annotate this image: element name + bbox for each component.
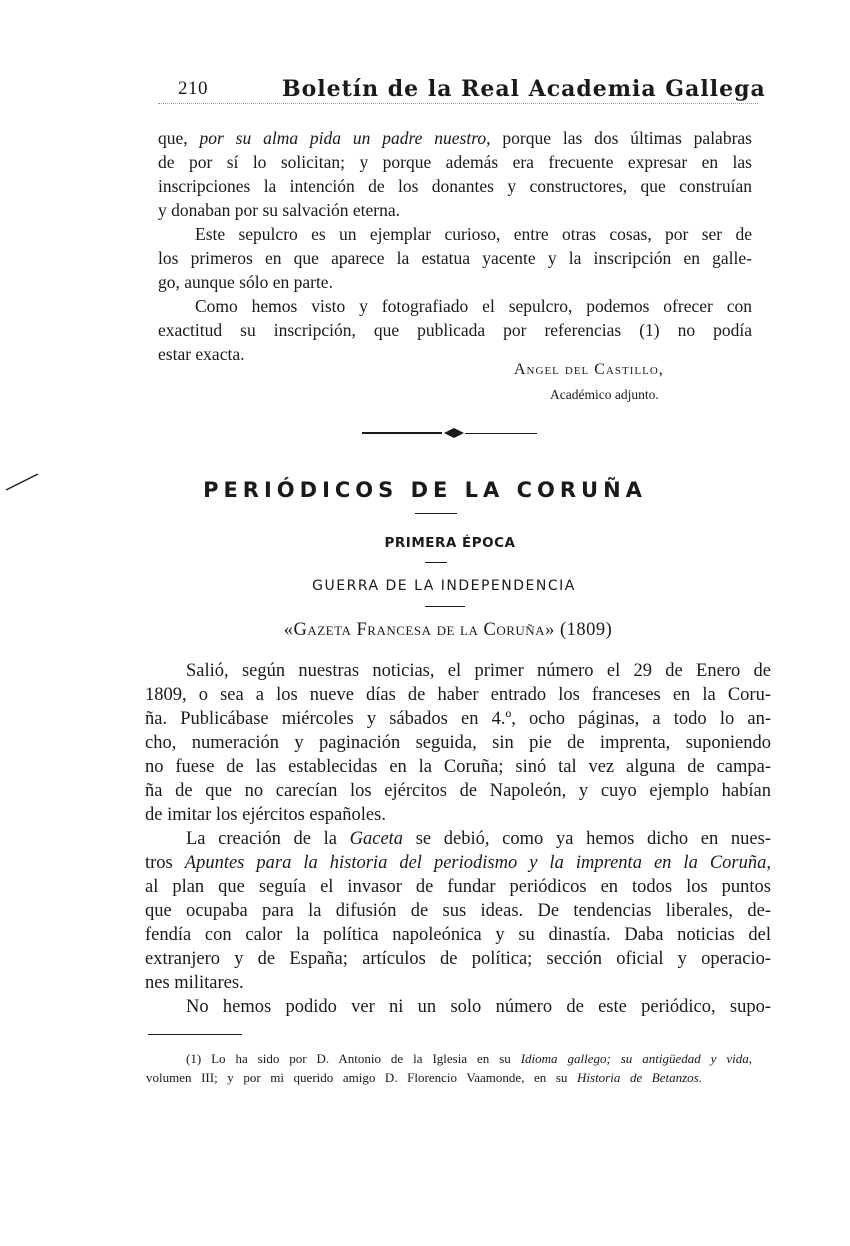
text-line: go, aunque sólo en parte. [158,272,333,292]
text-line: que, por su alma pida un padre nuestro, porque las dos últimas palabras [158,128,752,148]
subsection-heading: GUERRA DE LA INDEPENDENCIA [312,578,576,594]
text-line: ña de que no carecían los ejércitos de Napoleón, y cuyo ejemplo habían [145,781,771,801]
text-line: estar exacta. [158,344,245,364]
text-line: inscripciones la intención de los donantes y constructores, que construían [158,176,752,196]
scan-mark-icon [4,470,40,494]
section-title: PERIÓDICOS DE LA CORUÑA [203,478,647,502]
page-number: 210 [178,78,208,99]
gazette-heading: «Gazeta Francesa de la Coruña» (1809) [283,620,613,640]
ornament-rule-right [465,433,537,434]
text-line: que ocupaba para la difusión de sus ideas. De tendencias liberales, de- [145,901,771,921]
text-line: los primeros en que aparece la estatua yacente y la inscripción en galle- [158,248,752,268]
text-line: nes militares. [145,973,244,993]
text-line: Como hemos visto y fotografiado el sepulcro, podemos ofrecer con [195,296,752,316]
text-line: Salió, según nuestras noticias, el primer número el 29 de Enero de [186,661,771,681]
running-title: Boletín de la Real Academia Gallega [282,76,766,102]
text-line: de por sí lo solicitan; y porque además era frecuente expresar en las [158,152,752,172]
text-line: fendía con calor la política napoleónica y su dinastía. Daba noticias del [145,925,771,945]
text-line: al plan que seguía el invasor de fundar periódicos en todos los puntos [145,877,771,897]
text-line: La creación de la Gaceta se debió, como ya hemos dicho en nues- [186,829,771,849]
text-line: exactitud su inscripción, que publicada por referencias (1) no podía [158,320,752,340]
text-line: tros Apuntes para la historia del periodismo y la imprenta en la Coruña, [145,853,771,873]
footnote-line: (1) Lo ha sido por D. Antonio de la Iglesia en su Idioma gallego; su antigüedad y vida, [186,1051,752,1066]
header-rule [158,103,758,104]
heading-rule [425,606,465,607]
heading-rule [415,513,457,514]
text-line: Este sepulcro es un ejemplar curioso, entre otras cosas, por ser de [195,224,752,244]
era-heading: PRIMERA ÉPOCA [384,535,516,551]
text-line: 1809, o sea a los nueve días de haber entrado los franceses en la Coru- [145,685,771,705]
heading-rule [425,562,447,563]
text-line: no fuese de las establecidas en la Coruña; sinó tal vez alguna de campa- [145,757,771,777]
text-line: extranjero y de España; artículos de política; sección oficial y operacio- [145,949,771,969]
text-line: y donaban por su salvación eterna. [158,200,401,220]
text-line: de imitar los ejércitos españoles. [145,805,386,825]
footnote-line: volumen III; y por mi querido amigo D. Florencio Vaamonde, en su Historia de Betanzos. [146,1070,702,1085]
signature-role: Académico adjunto. [550,387,659,402]
text-line: No hemos podido ver ni un solo número de este periódico, supo- [186,997,771,1017]
footnote-rule [148,1034,242,1035]
text-line: ña. Publicábase miércoles y sábados en 4.º, ocho páginas, a todo lo an- [145,709,771,729]
text-line: cho, numeración y paginación seguida, sin pie de imprenta, suponiendo [145,733,771,753]
signature-name: Angel del Castillo, [514,361,664,378]
ornament-diamond-icon [444,428,464,438]
ornament-rule-left [362,432,442,434]
